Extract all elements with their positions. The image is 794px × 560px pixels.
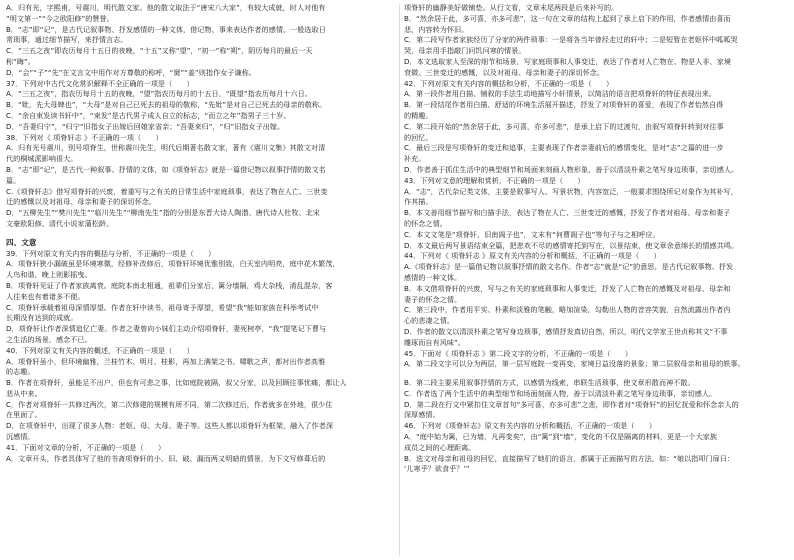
left-column-line: C.《项脊轩志》借写项脊轩的兴废，着重写与之有关的日常生活中家庭琐事，表达了物在人亡、三世变 bbox=[6, 186, 328, 196]
left-column-line: 称“晦”。 bbox=[6, 56, 35, 66]
right-column-line: 深厚感情。 bbox=[404, 410, 440, 420]
left-column-line: 在里面了。 bbox=[6, 410, 42, 420]
left-column-line: D．“会”“子”“先”在文言文中用作对方尊敬的称呼，“舅”“姜”则指作女子谦称。 bbox=[6, 67, 256, 77]
right-column-line: 妻子的怀念之情。 bbox=[404, 294, 462, 304]
left-column-line: 人鸟和谐，晚上则影摇曳。 bbox=[6, 270, 92, 280]
right-column-line: B．“然余居于此，多可喜，亦多可悲”，这一句在文章的结构上起到了承上启下的作用，作者感情由喜而 bbox=[404, 13, 731, 23]
right-column-line: D．作者的散文以清淡朴素之笔写身边琐事，感情抒发真切自然，所以，明代文学家王世贞称其文“不事 bbox=[404, 326, 728, 336]
right-column-line: B．本文善用细节描写和白描手法，表达了物在人亡、三世变迁的感慨，抒发了作者对祖母、母亲和妻子 bbox=[404, 208, 731, 218]
left-column-line: A．归有光号震川，别号项脊生，世称震川先生，明代后期著名散文家，著有《震川文集》其散文对清 bbox=[6, 143, 326, 153]
left-column-line: B．项脊轩见证了作者家族离衰。庭院本南北相通，祖辈们分家后，篱分墙隔，鸡犬杂栈，淆乱混杂，客 bbox=[6, 280, 333, 290]
right-column-line: D．本文最后两写景语结束全篇，把悲欢不尽的感情寄托到写在，以景结束，使文章余意绵长的情感共鸣。 bbox=[404, 240, 739, 250]
left-column-line: C．项脊轩承载着祖母深情厚望。作者在轩中读书，祖母寄予厚望，希望“我”能如家族在科举考试中 bbox=[6, 302, 319, 312]
right-column-line: D．作者善于抓住生活中的典型细节和场面来刻画人物形象，善于以清淡朴素之笔写身边琐事，亲切感人。 bbox=[404, 164, 739, 174]
right-column-line: C．本文文笔是“项脊轩，旧南阁子也”，文末有“何曹阁子也”等句子与之相呼应。 bbox=[404, 229, 660, 239]
left-column-line: C．作者对项脊轩一共修过两次，第二次修建的规模有所不同，第二次修过后，作者就多在外地，很少住 bbox=[6, 399, 333, 409]
left-column-line: D．项脊轩让作者深情追忆亡妻。作者之妻曾向小妹们主动介绍项脊轩，妻死树亭，“我”提笔记下曹与 bbox=[6, 324, 327, 334]
right-column-line: 雕琢而自有风味”。 bbox=[404, 337, 465, 347]
left-column-line: C．“三五之夜”即农历每月十五日的夜晚，“十五”又称“望”，“初一”称“朔”，阴历每月的最后一天 bbox=[6, 46, 313, 56]
left-column-line: D．“吾妻归宁”，“归宁”旧指女子出嫁后回娘家省亲；“吾妻来归”，“归”旧指女子出嫁。 bbox=[6, 121, 285, 131]
left-column-line: A．项脊轩虽小，但环境幽雅，兰桂竹木、明月、桂影，再加上满架之书、啸歌之声，都衬出作者高雅 bbox=[6, 356, 326, 366]
right-column-line: D．第二段在行文中紧扣住文章首句“多可喜，亦多可悲”之悲，即作者对“项脊轩”的回忆抚爱和怀念亲人的 bbox=[404, 399, 739, 409]
column-divider bbox=[399, 4, 400, 556]
right-column-line: 衰微、三世变迁的感慨，以及对祖母、母亲和妻子的深切怀念。 bbox=[404, 67, 605, 77]
right-column-line: C．作者选了两个生活中的典型细节和场面刻画人物，善于以清淡朴素之笔写身边琐事，亲切感人。 bbox=[404, 388, 717, 398]
right-column-line: 的回忆。 bbox=[404, 132, 433, 142]
right-column-line: B．选文对母亲和祖母的回忆，直接描写了她们的语言，都属于正面描写的方法，如：“娘以指叩门扉曰： bbox=[404, 453, 735, 463]
right-column-line bbox=[404, 370, 789, 378]
left-column-line: 代的桐城派影响很大。 bbox=[6, 154, 78, 164]
left-column-line: A．归有光，字熙甫，号震川，明代散文家。他的散文取法于“唐宋八大家”，有较大成就，时人对他有 bbox=[6, 3, 326, 12]
left-column-line: 悲从中来。 bbox=[6, 388, 42, 398]
left-column-line: “明文第一”“今之欧阳修”的赞誉。 bbox=[6, 13, 114, 23]
left-column-line: 的志趣。 bbox=[6, 367, 35, 377]
right-column-line: 悲，内容转为怀旧。 bbox=[404, 24, 469, 34]
right-column-line: 42．下列对原文有关内容的概括和分析，不正确的一项是（ ） bbox=[404, 78, 614, 88]
left-column-line: 38．下列对《 项脊轩志 》不正确的一项（ ） bbox=[6, 132, 163, 142]
left-column-line: B．“志”即“记”，是古代记叙事物、抒发感情的一种文体，借记物、事来表达作者的感情。一般选取日 bbox=[6, 24, 326, 34]
left-column-line: B．“妣，先大母婢也”，“大母”是对自己已死去的祖母的敬称，“先妣”是对自己已死去的母亲的敬称。 bbox=[6, 100, 327, 110]
right-column-line: 哭，母亲用手指敲门问饥问寒的情景。 bbox=[404, 46, 526, 56]
left-column-line: B．“志”即“记”，是古代一种叙事、抒情的文体，如《项脊轩志》就是一篇借记物以叙事抒情的散文名 bbox=[6, 164, 326, 174]
right-column-line: A.《项脊轩志》是一篇借记物以叙事抒情的散文名作。作者“志”就是“记”的意思，是古代记叙事物、抒发 bbox=[404, 262, 734, 272]
left-column-line: 常琐事，通过细节描写，来抒情言志。 bbox=[6, 35, 128, 45]
left-column-line: A．文章开头，作者具体写了他的书斋项脊轩的小、旧、破、漏而两又明暗的情景，为下文写修葺后的 bbox=[6, 453, 326, 463]
left-column-line: 37．下列对中古代文化常识解释不全正确的一项是（ ） bbox=[6, 78, 194, 88]
left-column-line: 长期没有达到的成就。 bbox=[6, 313, 78, 323]
right-column-line: B．第二段主要采用叙事抒情的方式，以感情为线索，串联生活琐事，使文章形散而神不散。 bbox=[404, 378, 695, 388]
right-column-line: 的精趣。 bbox=[404, 110, 433, 120]
right-column-line: B．第一段结尾作者用白描、舒适的环境生活展开描述，抒发了对项脊轩的喜爱，表现了作者怡然自得 bbox=[404, 100, 724, 110]
left-column-line bbox=[6, 230, 394, 238]
left-column-line: 人往来也有着诸多不便。 bbox=[6, 291, 85, 301]
right-column-line: 45．下面对《 项脊轩志 》第二段文字的分析，不正确的一项是（ ） bbox=[404, 348, 633, 358]
left-column-line: D．“五柳先生”“樊川先生”“临川先生”“柳南先生”指的分别是东晋大诗人陶潜、唐代诗人杜牧、北宋 bbox=[6, 208, 320, 218]
right-column-line: 的怀念之情。 bbox=[404, 218, 447, 228]
left-column-line: 之生活的场景，感念不已。 bbox=[6, 334, 92, 344]
left-column-line: 41．下面对文章的分析，不正确的一项是（ ） bbox=[6, 442, 166, 452]
left-column-line: C．“余自束发读书轩中”，“束发”是古代男子成人自立的标志，“而立之年”指男子三十岁。 bbox=[6, 110, 291, 120]
right-column bbox=[404, 3, 789, 556]
right-column-line: 补充。 bbox=[404, 154, 426, 164]
right-column-line: A．“庭中始为篱，已为墙，凡再变矣”，由“篱”到“墙”，变化的不仅是隔离的材料，更是一个大家族 bbox=[404, 432, 717, 442]
left-column-line: D．在项脊轩中，出现了很多人物：老妪、母、大母、妻子等。这些人都以项脊轩为框架，融入了作者深 bbox=[6, 421, 333, 431]
right-column-line: A．第二段文字可以分为两层，第一层写庭院一变再变，家境日益没落的景象；第二层叙母亲和祖母的轶事。 bbox=[404, 359, 745, 369]
left-column-line: 文豪欧阳修、清代小说家蒲松龄。 bbox=[6, 218, 114, 228]
left-column-line: 篇。 bbox=[6, 175, 21, 185]
right-column-line: B．本文借项脊轩的兴废，写与之有关的家庭琐事和人事变迁，抒发了人亡物在的感慨及对祖母、母亲和 bbox=[404, 283, 731, 293]
right-column-line: C．最后三段是写项脊轩的变迁和追事，主要表现了作者亲妻前后的感情变化，是对“志”之篇的进一步 bbox=[404, 143, 724, 153]
right-column-line: C．第三段中，作者用平实、朴素和淡雅的笔触，略加渲染，勾勒出人物的音容笑貌，自然流露出作者内 bbox=[404, 305, 731, 315]
right-column-line: 作其描。 bbox=[404, 197, 433, 207]
right-column-line: 46．下列对《项脊轩志》原文有关内容的分析和概括，不正确的一项是（ ） bbox=[404, 421, 657, 431]
right-column-line: 43．下列对文意的理解和赏析，不正确的一项是（ ） bbox=[404, 175, 585, 185]
right-column-line: 44．下列对《 项脊轩志 》原文有关内容的分析和概括，不正确的一项是（ ） bbox=[404, 251, 661, 261]
left-column-line: A．“三五之夜”，指农历每月十五的夜晚，“望”指农历每月的十五日，“既望”指农历每月十六日。 bbox=[6, 89, 312, 99]
right-column-line: A．“志”，古代杂记类文体，主要是叙事写人、写景状物，内容宽泛，一般要求围绕所记对象作为其补写， bbox=[404, 186, 738, 196]
left-column-line: 迁的感慨以及对祖母、母亲和妻子的深切怀念。 bbox=[6, 197, 157, 207]
left-column-line: 39．下列对原文有关内容的概括与分析，不正确的一项是（ ） bbox=[6, 248, 216, 258]
section-heading: 四、文意 bbox=[6, 237, 37, 247]
right-column-line: 心的悲凄之情。 bbox=[404, 316, 455, 326]
right-column-line: C．第二段写作者家族经历了分家的两件琐事：一是将各当年曾经走过的轩中；二是短暂在老妪怀中呱呱哭 bbox=[404, 35, 738, 45]
left-column bbox=[6, 3, 394, 556]
right-column-line: ‘儿寒乎？欲食乎？’” bbox=[404, 464, 470, 474]
left-column-line: A．项脊轩狭小漏破虽是环境寒微，经修补改修后，项脊轩环境优雅别致，白天室内明亮，庭中花木繁茂， bbox=[6, 259, 340, 269]
right-column-line: C．第二段开始的“然余居于此，多可喜，亦多可悲”，是承上启下的过渡句，由叙写项脊轩转到对往事 bbox=[404, 121, 724, 131]
left-column-line: 40．下列对原文有关内容的概述，不正确的一项是（ ） bbox=[6, 345, 194, 355]
right-column-line: 项脊轩的幽静美好做铺垫。从行文看，文章末尾两段是后来补写的。 bbox=[404, 3, 619, 12]
right-column-line: D．本文选取家人至深的细节和场景，写家庭琐事和人事变迁，表达了作者对人亡物在、物是人非、家境 bbox=[404, 56, 731, 66]
left-column-line: B．作者在项脊轩，虽能足不出户，但也有可悲之事，比如庭院被隔，叔父分家，以及回顾往事忧痛，都让人 bbox=[6, 378, 347, 388]
right-column-line: A．第一段作者用白描、铺叙的手法生动地描写小轩情景，以简洁的语言把项脊轩的特征表现出来。 bbox=[404, 89, 717, 99]
right-column-line: 感情的一种文体。 bbox=[404, 272, 462, 282]
right-column-line: 成员之间的心理距离。 bbox=[404, 442, 476, 452]
left-column-line: 沉感情。 bbox=[6, 432, 35, 442]
